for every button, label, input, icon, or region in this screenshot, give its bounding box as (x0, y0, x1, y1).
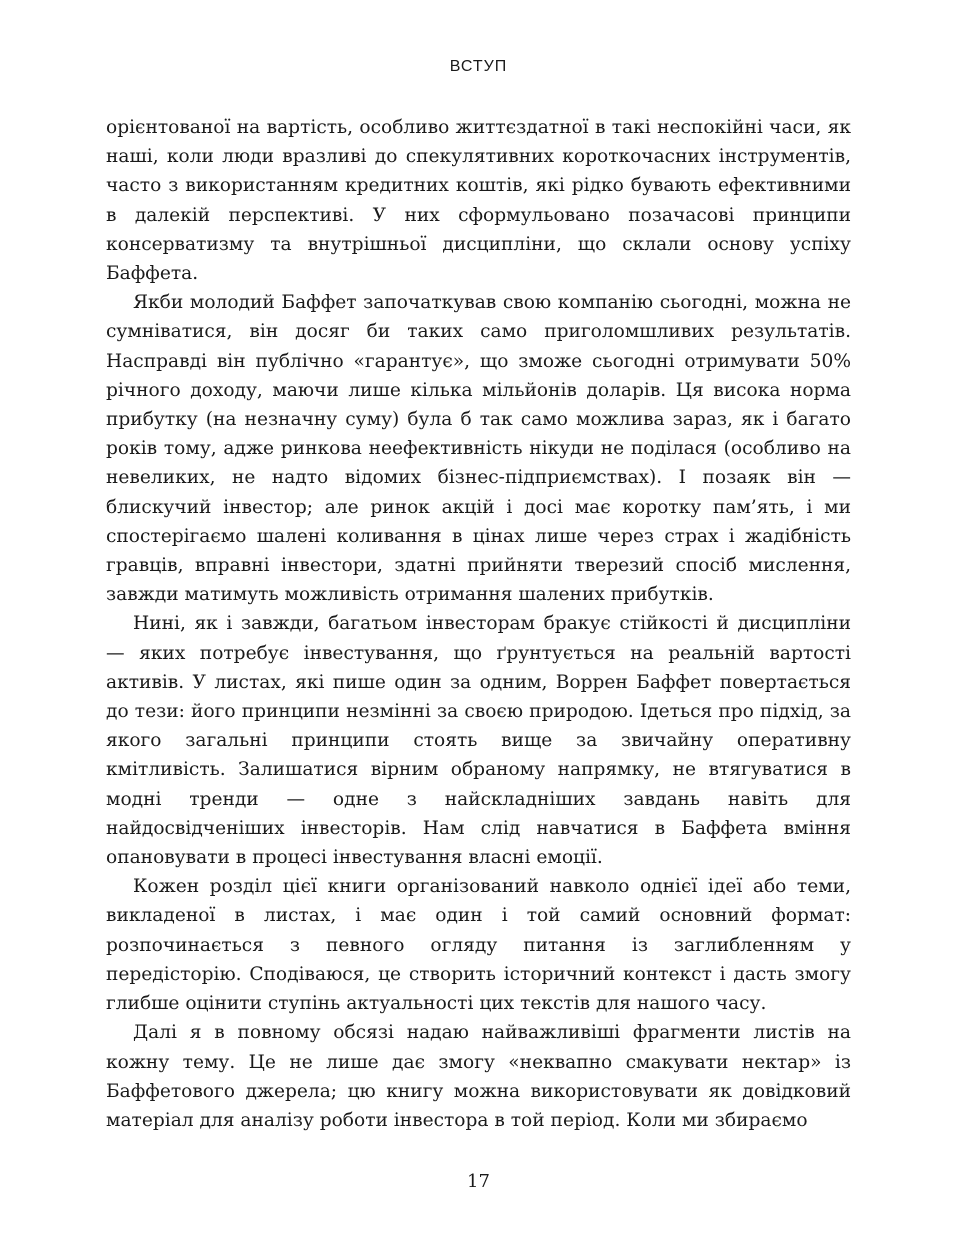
paragraph-3: Нині, як і завжди, багатьом інвесторам бракує стійкості й дисципліни — яких потребує інвестування, що ґрунтується на реальній вартості активів. У листах, які пише один за одним, Воррен Баффет повертається до тези: його принципи незмінні за своєю природою. Ідеться про підхід, за якого загальні принципи стоять вище за звичайну оперативну кмітливість. Залишатися вірним обраному напрямку, не втягуватися в модні тренди — одне з найскладніших завдань навіть для найдосвідченіших інвесторів. Нам слід навчатися в Баффета вміння опановувати в процесі інвестування власні емоції. (106, 613, 851, 869)
paragraph-2: Якби молодий Баффет започаткував свою компанію сьогодні, можна не сумніватися, він досяг би таких само приголомшливих результатів. Насправді він публічно «гарантує», що зможе сьогодні отримувати 50% річного доходу, маючи лише кілька мільйонів доларів. Ця висока норма прибутку (на незначну суму) була б так само можлива зараз, як і багато років тому, адже ринкова неефективність нікуди не поділася (особливо на невеликих, не надто відомих бізнес-підприємствах). І позаяк він — блискучий інвестор; але ринок акцій і досі має коротку пам’ять, і ми спостерігаємо шалені коливання в цінах лише через страх і жадібність гравців, вправні інвестори, здатні прийняти тверезий спосіб мислення, завжди матимуть можливість отримання шалених прибутків. (106, 292, 851, 606)
body-text (106, 113, 851, 1135)
paragraph-5: Далі я в повному обсязі надаю найважливіші фрагменти листів на кожну тему. Це не лише дає змогу «неквапно смакувати нектар» із Баффетового джерела; цю книгу можна використовувати як довідковий матеріал для аналізу роботи інвестора в той період. Коли ми збираємо (106, 1022, 851, 1131)
page-number: 17 (467, 1171, 490, 1192)
running-head: ВСТУП (449, 58, 508, 75)
paragraph-1: орієнтованої на вартість, особливо життєздатної в такі неспокійні часи, як наші, коли люди вразливі до спекулятивних короткочасних інструментів, часто з використанням кредитних коштів, які рідко бувають ефективними в далекій перспективі. У них сформульовано позачасові принципи консерватизму та внутрішньої дисципліни, що склали основу успіху Баффета. (106, 117, 851, 285)
paragraph-4: Кожен розділ цієї книги організований навколо однієї ідеї або теми, викладеної в листах, і має один і той самий основний формат: розпочинається з певного огляду питання із заглибленням у передісторію. Сподіваюся, це створить історичний контекст і дасть змогу глибше оцінити ступінь актуальності цих текстів для нашого часу. (106, 876, 851, 1015)
